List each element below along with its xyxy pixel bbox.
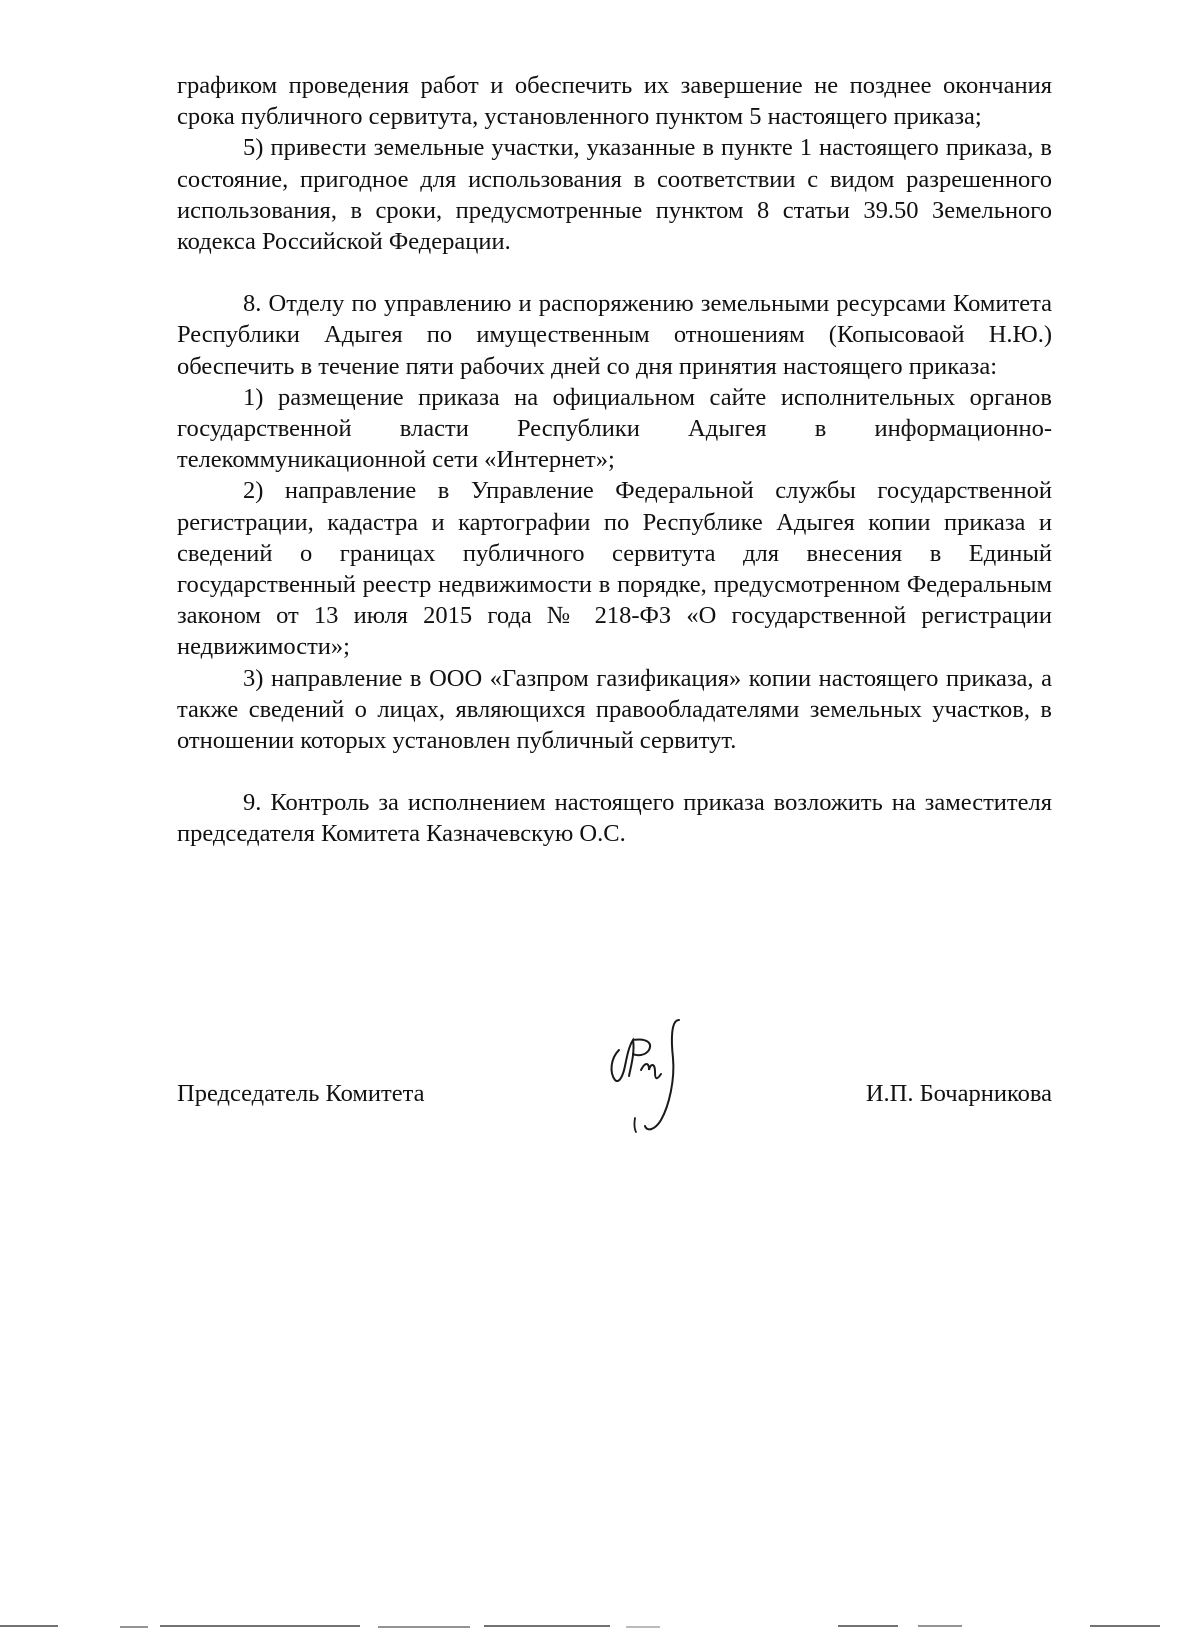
document-body (177, 70, 1052, 850)
scan-edge-lines (0, 1622, 1200, 1632)
signatory-name: И.П. Бочарникова (865, 1080, 1052, 1107)
signature-block (177, 1060, 1052, 1107)
paragraph-point-9: 9. Контроль за исполнением настоящего приказа возложить на заместителя председателя Комитета Казначевскую О.С. (177, 789, 1052, 848)
paragraph-point-8-item-1: 1) размещение приказа на официальном сайте исполнительных органов государственной власти Республики Адыгея в информационно-телекоммуникационной сети «Интернет»; (177, 383, 1052, 474)
paragraph-continuation: графиком проведения работ и обеспечить их завершение не позднее окончания срока публичного сервитута, установленного пунктом 5 настоящего приказа; (177, 72, 1052, 131)
paragraph-point-8-item-3: 3) направление в ООО «Газпром газификация» копии настоящего приказа, а также сведений о лицах, являющихся правообладателями земельных участков, в отношении которых установлен публичный сервитут. (177, 664, 1052, 755)
handwritten-signature (597, 1010, 697, 1150)
paragraph-point-8-item-2: 2) направление в Управление Федеральной службы государственной регистрации, кадастра и картографии по Республике Адыгея копии приказа и сведений о границах публичного сервитута для внесения в Единый государственный реестр недвижимости в порядке, предусмотренном Федеральным законом от 13 июля 2015 года № 218-ФЗ «О государственной регистрации недвижимости»; (177, 477, 1052, 661)
paragraph-point-8: 8. Отделу по управлению и распоряжению земельными ресурсами Комитета Республики Адыгея по имущественным отношениям (Копысоваой Н.Ю.) обеспечить в течение пяти рабочих дней со дня принятия настоящего приказа: (177, 290, 1052, 380)
paragraph-item-5: 5) привести земельные участки, указанные в пункте 1 настоящего приказа, в состояние, пригодное для использования в соответствии с видом разрешенного использования, в сроки, предусмотренные пунктом 8 статьи 39.50 Земельного кодекса Российской Федерации. (177, 134, 1052, 256)
signatory-role: Председатель Комитета (177, 1080, 425, 1107)
